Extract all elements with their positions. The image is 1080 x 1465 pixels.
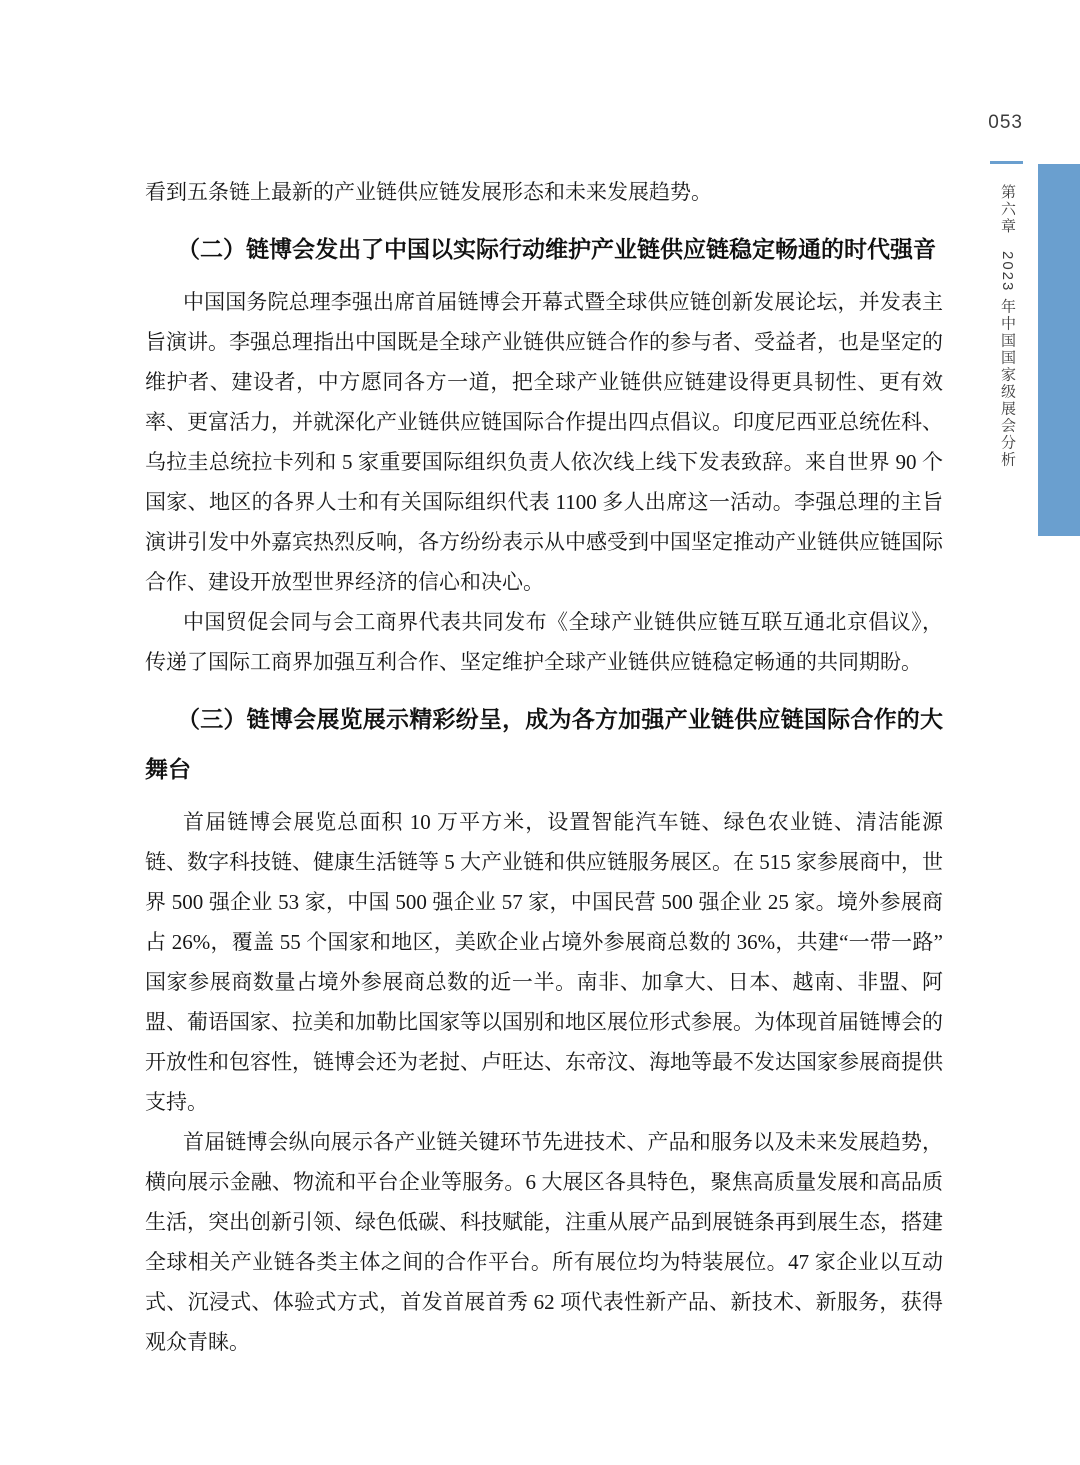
section-3-paragraph-1: 首届链博会展览总面积 10 万平方米，设置智能汽车链、绿色农业链、清洁能源链、数字科技链、健康生活链等 5 大产业链和供应链服务展区。在 515 家参展商中，世界 500 强企业 53 家，中国 500 强企业 57 家，中国民营 500 强企业 25 家。境外参展商占 26%，覆盖 55 个国家和地区，美欧企业占境外参展商总数的 36%，共建“一带一路”国家参展商数量占境外参展商总数的近一半。南非、加拿大、日本、越南、非盟、阿盟、葡语国家、拉美和加勒比国家等以国别和地区展位形式参展。为体现首届链博会的开放性和包容性，链博会还为老挝、卢旺达、东帝汶、海地等最不发达国家参展商提供支持。 (145, 810, 943, 1114)
page-content (145, 172, 943, 1362)
chapter-title: 2023 年中国国家级展会分析 (999, 251, 1016, 469)
page-number: 053 (988, 112, 1023, 133)
section-2-paragraph-1: 中国国务院总理李强出席首届链博会开幕式暨全球供应链创新发展论坛，并发表主旨演讲。李强总理指出中国既是全球产业链供应链合作的参与者、受益者，也是坚定的维护者、建设者，中方愿同各方一道，把全球产业链供应链建设得更具韧性、更有效率、更富活力，并就深化产业链供应链国际合作提出四点倡议。印度尼西亚总统佐科、乌拉圭总统拉卡列和 5 家重要国际组织负责人依次线上线下发表致辞。来自世界 90 个国家、地区的各界人士和有关国际组织代表 1100 多人出席这一活动。李强总理的主旨演讲引发中外嘉宾热烈反响，各方纷纷表示从中感受到中国坚定推动产业链供应链国际合作、建设开放型世界经济的信心和决心。 (145, 290, 943, 594)
chapter-label: 第六章 (999, 184, 1016, 235)
section-3-heading: （三）链博会展览展示精彩纷呈，成为各方加强产业链供应链国际合作的大舞台 (145, 706, 943, 782)
section-2-heading: （二）链博会发出了中国以实际行动维护产业链供应链稳定畅通的时代强音 (177, 236, 936, 262)
continuation-paragraph: 看到五条链上最新的产业链供应链发展形态和未来发展趋势。 (145, 180, 712, 204)
chapter-sidebar (997, 184, 1018, 504)
section-2-paragraph-2: 中国贸促会同与会工商界代表共同发布《全球产业链供应链互联互通北京倡议》，传递了国际工商界加强互利合作、坚定维护全球产业链供应链稳定畅通的共同期盼。 (145, 610, 943, 674)
chapter-accent-bar (1038, 164, 1080, 536)
page-number-divider (990, 161, 1023, 164)
section-3-paragraph-2: 首届链博会纵向展示各产业链关键环节先进技术、产品和服务以及未来发展趋势，横向展示金融、物流和平台企业等服务。6 大展区各具特色，聚焦高质量发展和高品质生活，突出创新引领、绿色低碳、科技赋能，注重从展产品到展链条再到展生态，搭建全球相关产业链各类主体之间的合作平台。所有展位均为特装展位。47 家企业以互动式、沉浸式、体验式方式，首发首展首秀 62 项代表性新产品、新技术、新服务，获得观众青睐。 (145, 1130, 943, 1354)
